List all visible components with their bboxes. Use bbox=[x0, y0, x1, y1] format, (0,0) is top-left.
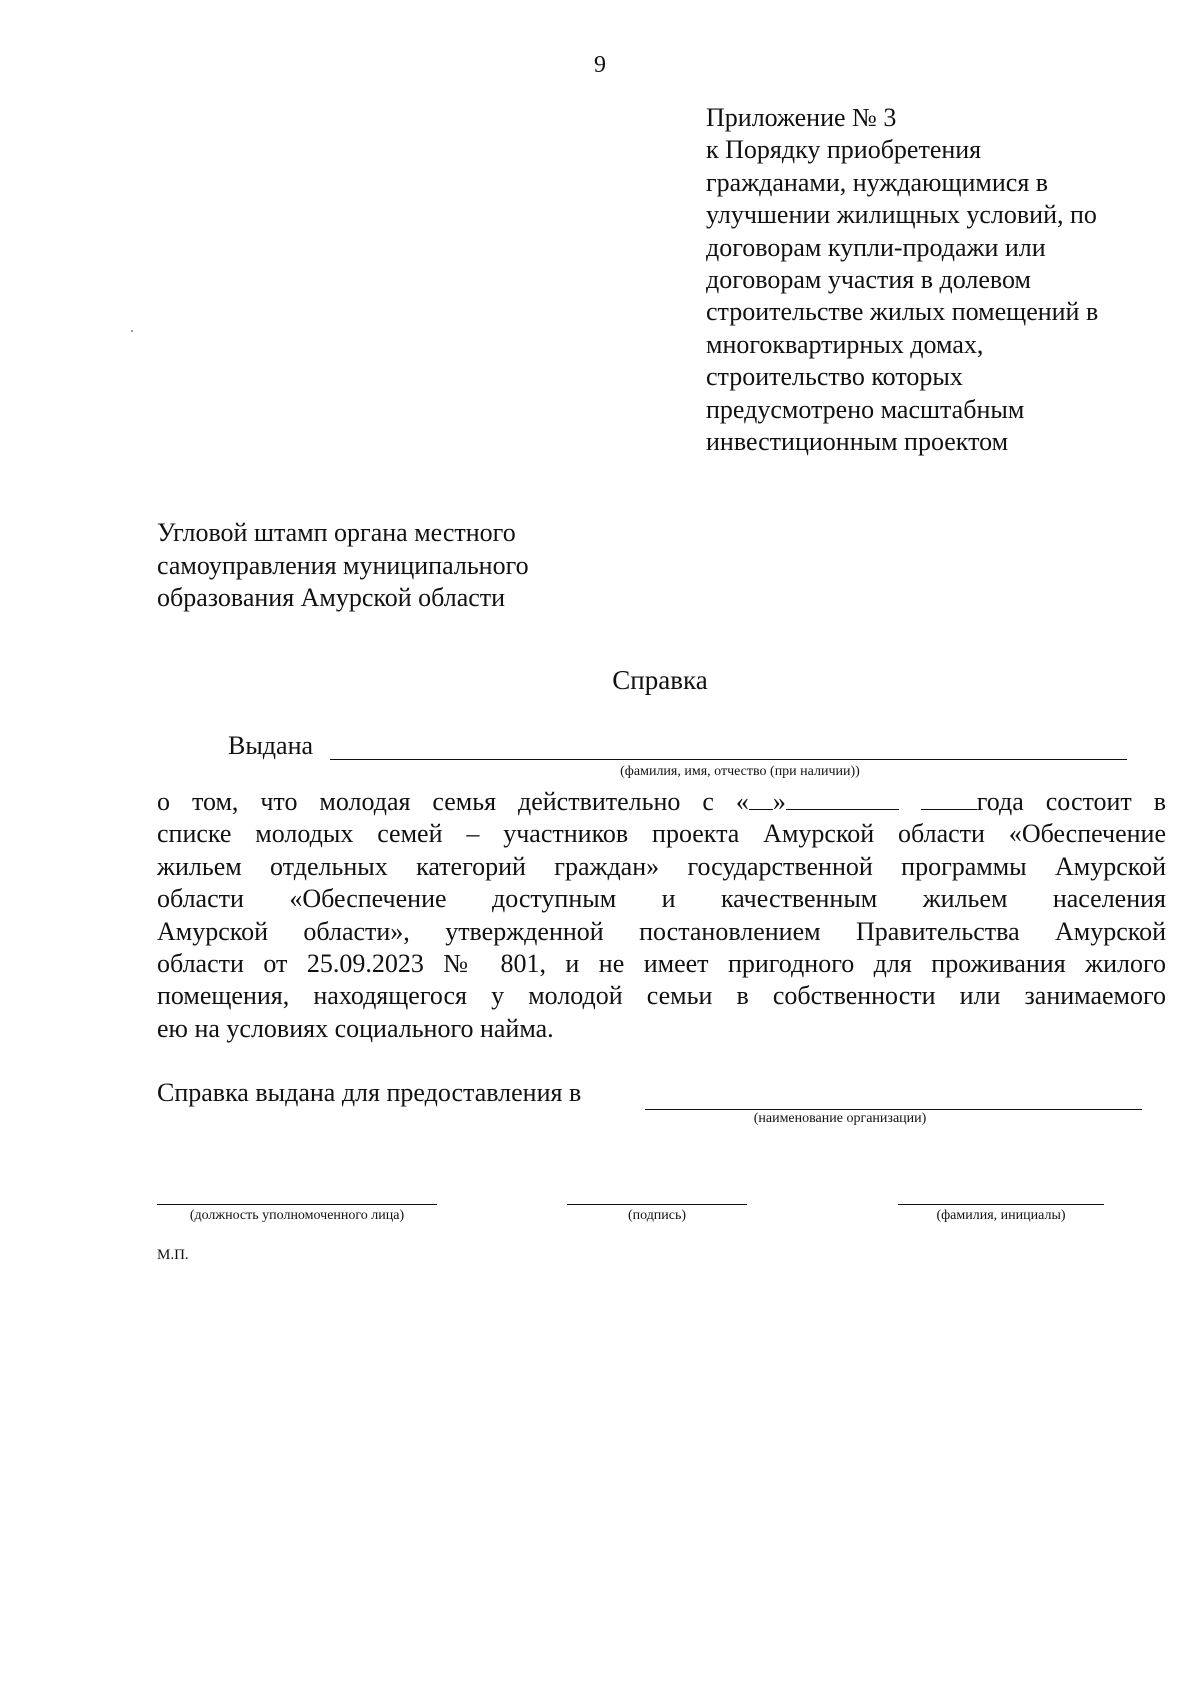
stamp-line: самоуправления муниципального bbox=[157, 550, 529, 580]
appendix-line: гражданами, нуждающимися в bbox=[706, 167, 1049, 197]
year-blank bbox=[921, 787, 977, 810]
signature-caption: (подпись) bbox=[627, 1208, 687, 1223]
certificate-body bbox=[157, 786, 1166, 1045]
scan-speck bbox=[131, 330, 133, 332]
signature-field-line bbox=[567, 1204, 747, 1205]
appendix-line: договорам участия в долевом bbox=[706, 265, 1031, 295]
position-field-line bbox=[157, 1204, 437, 1205]
issued-label: Выдана bbox=[228, 731, 314, 760]
appendix-line: к Порядку приобретения bbox=[706, 135, 982, 165]
stamp-line: образования Амурской области bbox=[157, 583, 506, 612]
appendix-line: строительстве жилых помещений в bbox=[706, 297, 1099, 327]
provide-label: Справка выдана для предоставления в bbox=[157, 1078, 582, 1107]
position-caption: (должность уполномоченного лица) bbox=[189, 1208, 405, 1223]
appendix-line: многоквартирных домах, bbox=[706, 329, 984, 359]
day-blank bbox=[749, 787, 773, 810]
body-line-1-quote: » bbox=[772, 787, 786, 816]
body-line: списке молодых семей – участников проекта Амурской области «Обеспечение bbox=[157, 819, 1166, 849]
body-line: ею на условиях социального найма. bbox=[157, 1013, 554, 1043]
issued-to-field-line bbox=[330, 759, 1127, 760]
organization-caption: (наименование организации) bbox=[753, 1111, 927, 1126]
appendix-line: улучшении жилищных условий, по bbox=[706, 200, 1097, 230]
stamp-line: Угловой штамп органа местного bbox=[157, 518, 516, 547]
month-blank bbox=[786, 787, 899, 810]
document-title: Справка bbox=[612, 665, 708, 695]
appendix-line: предусмотрено масштабным bbox=[706, 394, 1025, 424]
corner-stamp-block bbox=[157, 517, 717, 615]
body-line: Амурской области», утвержденной постановлением Правительства Амурской bbox=[157, 916, 1166, 946]
appendix-line: Приложение № 3 bbox=[706, 103, 897, 132]
seal-place-mark: М.П. bbox=[157, 1247, 189, 1263]
body-line: области от 25.09.2023 № 801, и не имеет пригодного для проживания жилого bbox=[157, 948, 1166, 978]
appendix-line: договорам купли-продажи или bbox=[706, 232, 1046, 262]
appendix-header bbox=[706, 102, 1166, 458]
body-line: области «Обеспечение доступным и качественным жильем населения bbox=[157, 884, 1166, 914]
body-line: жильем отдельных категорий граждан» государственной программы Амурской bbox=[157, 851, 1166, 881]
name-caption: (фамилия, инициалы) bbox=[936, 1208, 1066, 1223]
body-line-1-end: года состоит в bbox=[976, 787, 1166, 816]
body-line-1 bbox=[157, 786, 1166, 818]
name-field-line bbox=[898, 1204, 1104, 1205]
issued-to-caption: (фамилия, имя, отчество (при наличии)) bbox=[620, 764, 860, 779]
appendix-line: инвестиционным проектом bbox=[706, 427, 1009, 457]
body-line: помещения, находящегося у молодой семьи в собственности или занимаемого bbox=[157, 981, 1166, 1011]
appendix-line: строительство которых bbox=[706, 362, 963, 392]
organization-field-line bbox=[645, 1109, 1142, 1110]
page-number: 9 bbox=[594, 52, 606, 78]
body-line-1-start: о том, что молодая семья действительно с « bbox=[157, 787, 749, 816]
